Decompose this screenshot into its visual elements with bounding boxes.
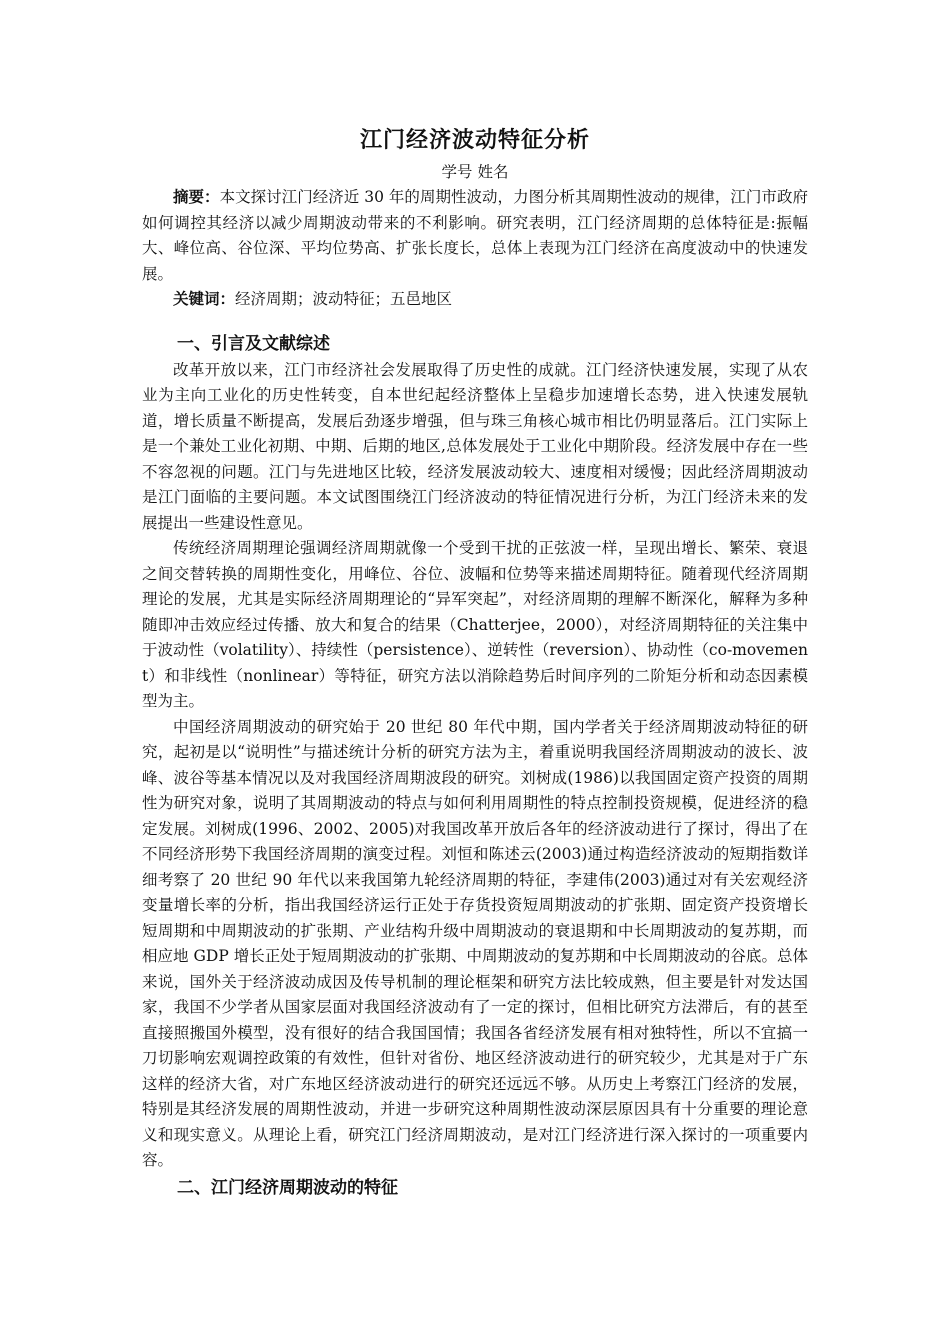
author-line: 学号 姓名: [441, 163, 509, 181]
keywords: [142, 287, 808, 313]
section-1-paragraph: 改革开放以来，江门市经济社会发展取得了历史性的成就。江门经济快速发展，实现了从农业为主向工业化的历史性转变，自本世纪起经济整体上呈稳步加速增长态势，进入快速发展轨道，增长质量不断提高，发展后劲逐步增强，但与珠三角核心城市相比仍明显落后。江门实际上是一个兼处工业化初期、中期、后期的地区,总体发展处于工业化中期阶段。经济发展中存在一些不容忽视的问题。江门与先进地区比较，经济发展波动较大、速度相对缓慢；因此经济周期波动是江门面临的主要问题。本文试图围绕江门经济波动的特征情况进行分析，为江门经济未来的发展提出一些建设性意见。: [142, 360, 808, 532]
abstract-text: 本文探讨江门经济近 30 年的周期性波动，力图分析其周期性波动的规律，江门市政府如何调控其经济以减少周期波动带来的不利影响。研究表明，江门经济周期的总体特征是:振幅大、峰位高、谷位深、平均位势高、扩张长度长，总体上表现为江门经济在高度波动中的快速发展。: [142, 188, 808, 283]
section-1-paragraph: 中国经济周期波动的研究始于 20 世纪 80 年代中期，国内学者关于经济周期波动特征的研究，起初是以“说明性”与描述统计分析的研究方法为主，着重说明我国经济周期波动的波长、波峰、波谷等基本情况以及对我国经济周期波段的研究。刘树成(1986)以我国固定资产投资的周期性为研究对象，说明了其周期波动的特点与如何利用周期性的特点控制投资规模，促进经济的稳定发展。刘树成(1996、2002、2005)对我国改革开放后各年的经济波动进行了探讨，得出了在不同经济形势下我国经济周期的演变过程。刘恒和陈述云(2003)通过构造经济波动的短期指数详细考察了 20 世纪 90 年代以来我国第九轮经济周期的特征，李建伟(2003)通过对有关宏观经济变量增长率的分析，指出我国经济运行正处于存货投资短周期波动的扩张期、固定资产投资增长短周期和中周期波动的扩张期、产业结构升级中周期波动的衰退期和中长周期波动的复苏期，而相应地 GDP 增长正处于短周期波动的扩张期、中周期波动的复苏期和中长周期波动的谷底。总体来说，国外关于经济波动成因及传导机制的理论框架和研究方法比较成熟，但主要是针对发达国家，我国不少学者从国家层面对我国经济波动有了一定的探讨，但相比研究方法滞后，有的甚至直接照搬国外模型，没有很好的结合我国国情；我国各省经济发展有相对独特性，所以不宜搞一刀切影响宏观调控政策的有效性，但针对省份、地区经济波动进行的研究较少，尤其是对于广东这样的经济大省，对广东地区经济波动进行的研究还远远不够。从历史上考察江门经济的发展，特别是其经济发展的周期性波动，并进一步研究这种周期性波动深层原因具有十分重要的理论意义和现实意义。从理论上看，研究江门经济周期波动，是对江门经济进行深入探讨的一项重要内容。: [142, 717, 808, 1169]
paper-title: 江门经济波动特征分析: [359, 128, 590, 153]
section-heading-1: 一、引言及文献综述: [177, 333, 330, 354]
section-spacer: [142, 313, 808, 330]
keywords-text: 经济周期；波动特征；五邑地区: [235, 290, 453, 308]
abstract-label: 摘要：: [173, 188, 220, 206]
abstract: [142, 185, 808, 287]
section-heading-2: 二、江门经济周期波动的特征: [177, 1177, 398, 1198]
paper-page: [142, 124, 808, 1202]
section-1-paragraph: 传统经济周期理论强调经济周期就像一个受到干扰的正弦波一样，呈现出增长、繁荣、衰退之间交替转换的周期性变化，用峰位、谷位、波幅和位势等来描述周期特征。随着现代经济周期理论的发展，尤其是实际经济周期理论的“异军突起”，对经济周期的理解不断深化，解释为多种随即冲击效应经过传播、放大和复合的结果（Chatterjee，2000），对经济周期特征的关注集中于波动性（volatility）、持续性（persistence）、逆转性（reversion）、协动性（co-movement）和非线性（nonlinear）等特征，研究方法以消除趋势后时间序列的二阶矩分析和动态因素模型为主。: [142, 539, 808, 710]
keywords-label: 关键词：: [173, 290, 236, 308]
